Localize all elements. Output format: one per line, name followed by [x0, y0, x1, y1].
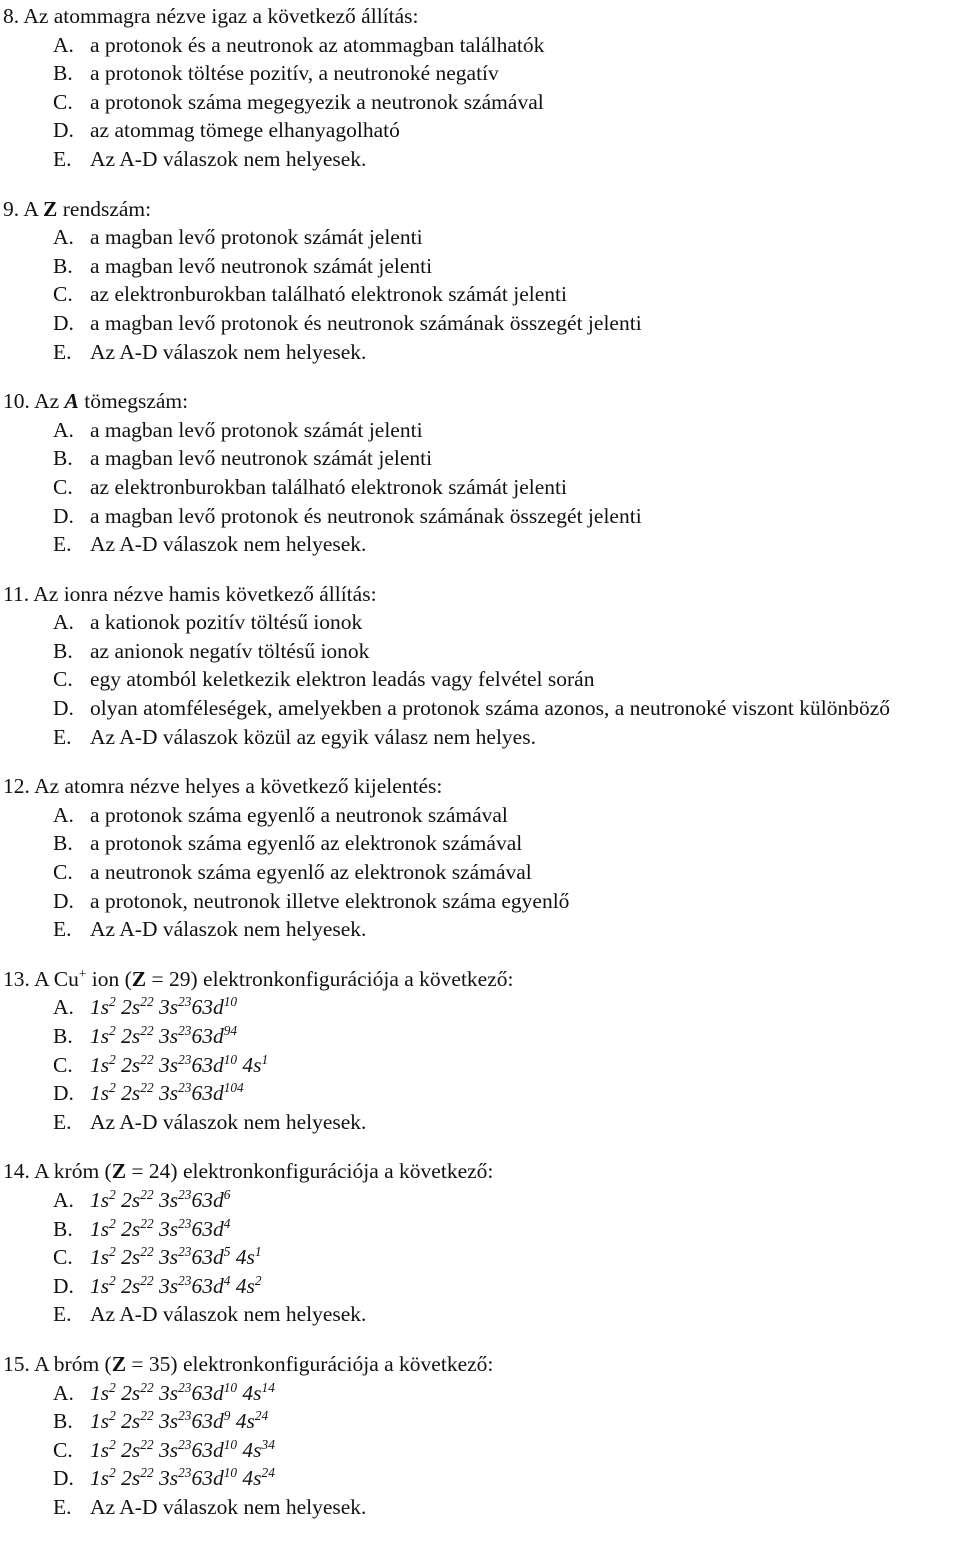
option-letter: B.	[53, 1409, 73, 1434]
option-text: a neutronok száma egyenlő az elektronok számával	[90, 860, 532, 885]
answer-option	[0, 665, 960, 694]
answer-option	[0, 608, 960, 637]
stem-text: 10. Az	[3, 389, 65, 414]
answer-option	[0, 502, 960, 531]
option-text: Az A-D válaszok nem helyesek.	[90, 339, 367, 364]
option-letter: D.	[53, 503, 74, 528]
option-letter: E.	[53, 1109, 72, 1134]
answer-option	[0, 1108, 960, 1137]
option-text: a magban levő neutronok számát jelenti	[90, 446, 433, 471]
option-letter: A.	[53, 610, 74, 635]
electron-configuration: $1s^2$ $2s^{22}$ $3s^{23}63d^{10}$ $4s^{34}$	[90, 1436, 275, 1462]
answer-option	[0, 1243, 960, 1272]
option-letter: D.	[53, 1273, 74, 1298]
option-letter: E.	[53, 339, 72, 364]
option-letter: E.	[53, 724, 72, 749]
answer-option	[0, 1022, 960, 1051]
atomic-number-symbol: Z	[111, 1159, 127, 1184]
question-8	[0, 2, 960, 174]
option-letter: C.	[53, 474, 73, 499]
question-15	[0, 1350, 960, 1522]
answer-option	[0, 1215, 960, 1244]
answer-option	[0, 1051, 960, 1080]
option-text: Az A-D válaszok közül az egyik válasz nem helyes.	[90, 724, 536, 749]
option-letter: E.	[53, 1494, 72, 1519]
option-letter: A.	[53, 802, 74, 827]
option-text: a magban levő protonok és neutronok számának összegét jelenti	[90, 503, 642, 528]
answer-option	[0, 637, 960, 666]
answer-option	[0, 1379, 960, 1408]
option-letter: A.	[53, 1187, 74, 1212]
answer-option	[0, 88, 960, 117]
stem-text: ion (	[86, 966, 132, 991]
option-text: Az A-D válaszok nem helyesek.	[90, 532, 367, 557]
option-text: a protonok száma egyenlő az elektronok számával	[90, 831, 523, 856]
option-text: Az A-D válaszok nem helyesek.	[90, 146, 367, 171]
question-9	[0, 195, 960, 367]
option-letter: A.	[53, 417, 74, 442]
option-letter: B.	[53, 1216, 73, 1241]
atomic-number-symbol: Z	[111, 1351, 127, 1376]
option-text: Az A-D válaszok nem helyesek.	[90, 1302, 367, 1327]
option-text: az elektronburokban található elektronok számát jelenti	[90, 474, 567, 499]
electron-configuration: $1s^2$ $2s^{22}$ $3s^{23}63d^{94}$	[90, 1022, 238, 1048]
stem-text: 9. A	[3, 196, 44, 221]
answer-option	[0, 915, 960, 944]
electron-configuration: $1s^2$ $2s^{22}$ $3s^{23}63d^5$ $4s^1$	[90, 1243, 262, 1270]
option-text: a magban levő neutronok számát jelenti	[90, 253, 433, 278]
answer-option	[0, 1186, 960, 1215]
question-stem	[0, 195, 960, 224]
option-text: olyan atomféleségek, amelyekben a protonok száma azonos, a neutronoké viszont különböző	[90, 696, 891, 721]
option-letter: C.	[53, 1437, 73, 1462]
answer-option	[0, 145, 960, 174]
electron-configuration: $1s^2$ $2s^{22}$ $3s^{23}63d^{10}$ $4s^1$	[90, 1051, 269, 1077]
answer-option	[0, 1272, 960, 1301]
option-text: a protonok száma egyenlő a neutronok számával	[90, 802, 508, 827]
answer-option	[0, 252, 960, 281]
stem-text: = 24) elektronkonfigurációja a következő:	[126, 1159, 494, 1184]
atomic-number-symbol: Z	[43, 196, 58, 221]
question-12	[0, 772, 960, 944]
stem-text: rendszám:	[57, 196, 152, 221]
option-text: a magban levő protonok számát jelenti	[90, 417, 423, 442]
answer-option	[0, 1464, 960, 1493]
answer-option	[0, 309, 960, 338]
question-stem: 12. Az atomra nézve helyes a következő kijelentés:	[3, 774, 443, 799]
stem-text: = 29) elektronkonfigurációja a következő:	[146, 966, 514, 991]
question-14	[0, 1157, 960, 1329]
question-stem	[0, 965, 960, 994]
option-letter: D.	[53, 888, 74, 913]
answer-option	[0, 59, 960, 88]
electron-configuration: $1s^2$ $2s^{22}$ $3s^{23}63d^4$ $4s^2$	[90, 1272, 262, 1298]
answer-option	[0, 338, 960, 367]
option-letter: B.	[53, 446, 73, 471]
option-text: a protonok és a neutronok az atommagban találhatók	[90, 32, 545, 57]
option-text: Az A-D válaszok nem helyesek.	[90, 1109, 367, 1134]
question-stem	[0, 387, 960, 416]
option-letter: A.	[53, 1380, 74, 1405]
option-text: az elektronburokban található elektronok számát jelenti	[90, 282, 567, 307]
question-stem: 8. Az atommagra nézve igaz a következő állítás:	[3, 4, 419, 28]
option-text: egy atomból keletkezik elektron leadás vagy felvétel során	[90, 667, 595, 692]
electron-configuration: $1s^2$ $2s^{22}$ $3s^{23}63d^6$	[90, 1186, 231, 1212]
electron-configuration: $1s^2$ $2s^{22}$ $3s^{23}63d^{10}$ $4s^{14}$	[90, 1379, 275, 1405]
answer-option	[0, 829, 960, 858]
option-letter: A.	[53, 995, 74, 1020]
option-letter: D.	[53, 310, 74, 335]
option-text: a magban levő protonok számát jelenti	[90, 225, 423, 250]
stem-text: tömegszám:	[78, 389, 189, 414]
option-letter: D.	[53, 696, 74, 721]
question-stem: 11. Az ionra nézve hamis következő állítás:	[3, 581, 377, 606]
option-text: az anionok negatív töltésű ionok	[90, 638, 370, 663]
option-letter: C.	[53, 282, 73, 307]
answer-option	[0, 887, 960, 916]
electron-configuration: $1s^2$ $2s^{22}$ $3s^{23}63d^9$ $4s^{24}$	[90, 1407, 269, 1434]
option-letter: A.	[53, 225, 74, 250]
option-letter: E.	[53, 917, 72, 942]
stem-text: 15. A bróm (	[3, 1351, 112, 1376]
option-letter: E.	[53, 1302, 72, 1327]
answer-option	[0, 858, 960, 887]
stem-text: = 35) elektronkonfigurációja a következő:	[126, 1351, 494, 1376]
answer-option	[0, 280, 960, 309]
answer-option	[0, 993, 960, 1022]
option-text: Az A-D válaszok nem helyesek.	[90, 917, 367, 942]
option-text: a protonok töltése pozitív, a neutronoké negatív	[90, 61, 499, 86]
answer-option	[0, 1436, 960, 1465]
option-letter: D.	[53, 118, 74, 143]
answer-option	[0, 444, 960, 473]
option-letter: B.	[53, 61, 73, 86]
electron-configuration: $1s^2$ $2s^{22}$ $3s^{23}63d^{104}$	[90, 1079, 244, 1106]
question-11	[0, 580, 960, 752]
answer-option	[0, 416, 960, 445]
answer-option	[0, 1493, 960, 1522]
answer-option	[0, 801, 960, 830]
ion-charge: +	[78, 965, 87, 981]
option-letter: B.	[53, 253, 73, 278]
question-stem	[0, 1350, 960, 1379]
option-text: a protonok száma megegyezik a neutronok számával	[90, 89, 544, 114]
option-text: a magban levő protonok és neutronok számának összegét jelenti	[90, 310, 642, 335]
answer-option	[0, 723, 960, 752]
option-letter: D.	[53, 1081, 74, 1106]
option-letter: C.	[53, 667, 73, 692]
electron-configuration: $1s^2$ $2s^{22}$ $3s^{23}63d^{10}$	[90, 994, 238, 1020]
question-13	[0, 965, 960, 1137]
answer-option	[0, 1407, 960, 1436]
answer-option	[0, 473, 960, 502]
answer-option	[0, 1079, 960, 1108]
option-letter: D.	[53, 1466, 74, 1491]
option-letter: B.	[53, 831, 73, 856]
option-text: Az A-D válaszok nem helyesek.	[90, 1494, 367, 1519]
atomic-number-symbol: Z	[131, 966, 147, 991]
mass-number-symbol: A	[64, 389, 79, 414]
option-text: a kationok pozitív töltésű ionok	[90, 610, 363, 635]
stem-text: 14. A króm (	[3, 1159, 112, 1184]
option-letter: A.	[53, 32, 74, 57]
electron-configuration: $1s^2$ $2s^{22}$ $3s^{23}63d^4$	[90, 1215, 231, 1241]
option-text: a protonok, neutronok illetve elektronok száma egyenlő	[90, 888, 570, 913]
answer-option	[0, 530, 960, 559]
option-letter: C.	[53, 860, 73, 885]
answer-option	[0, 223, 960, 252]
answer-option	[0, 1300, 960, 1329]
answer-option	[0, 116, 960, 145]
option-letter: E.	[53, 146, 72, 171]
option-letter: C.	[53, 1052, 73, 1077]
option-letter: E.	[53, 532, 72, 557]
option-text: az atommag tömege elhanyagolható	[90, 118, 400, 143]
option-letter: B.	[53, 1024, 73, 1048]
option-letter: B.	[53, 638, 73, 663]
electron-configuration: $1s^2$ $2s^{22}$ $3s^{23}63d^{10}$ $4s^{24}$	[90, 1465, 275, 1491]
option-letter: C.	[53, 1245, 73, 1270]
stem-text: 13. A Cu	[3, 966, 79, 991]
option-letter: C.	[53, 89, 73, 114]
question-10	[0, 387, 960, 559]
question-stem	[0, 1157, 960, 1186]
answer-option	[0, 31, 960, 60]
answer-option	[0, 694, 960, 723]
